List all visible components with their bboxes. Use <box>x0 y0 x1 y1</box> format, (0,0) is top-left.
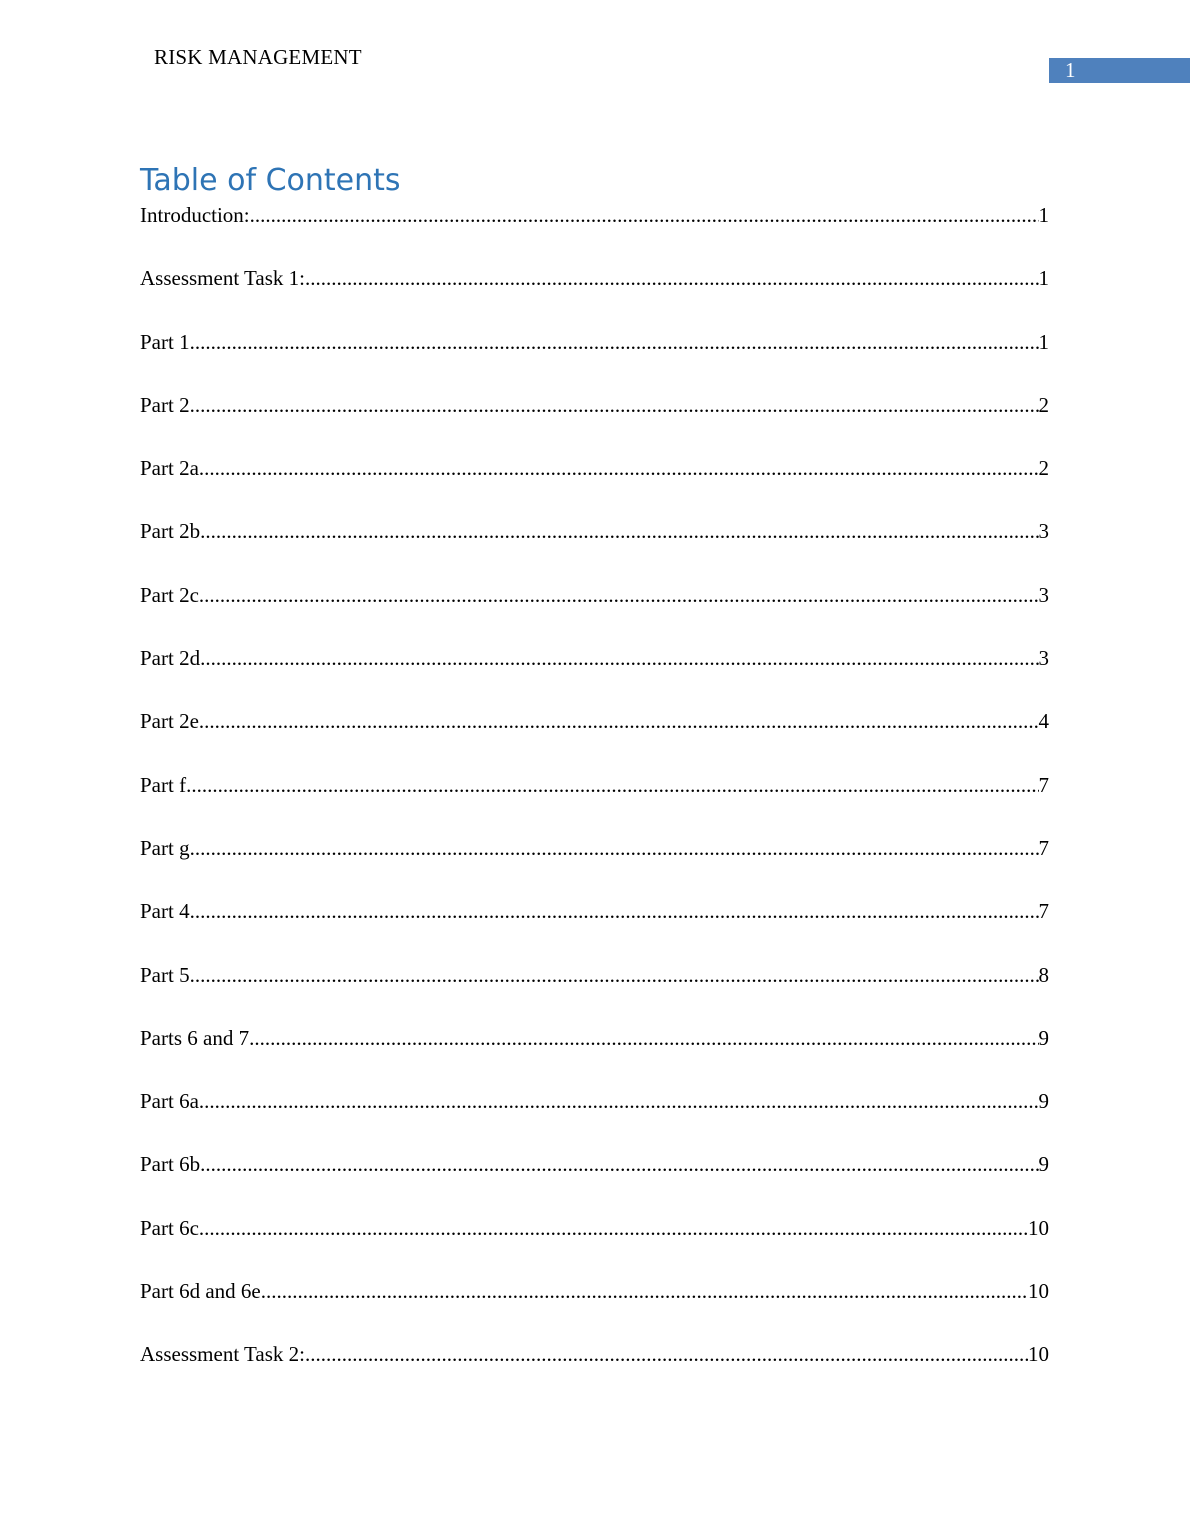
toc-entry[interactable] <box>140 330 1049 355</box>
toc-entry-label: Part 6b <box>140 1152 201 1177</box>
toc-dot-leader <box>200 1152 1038 1177</box>
toc-entry[interactable] <box>140 519 1049 544</box>
toc-dot-leader <box>190 899 1039 924</box>
toc-entry[interactable] <box>140 1089 1049 1114</box>
toc-entry-label: Part 2c <box>140 582 199 607</box>
toc-entry-page: 7 <box>1038 835 1049 860</box>
toc-dot-leader <box>199 583 1039 608</box>
toc-entry-page: 1 <box>1038 329 1049 354</box>
toc-entry-page: 9 <box>1038 1089 1049 1114</box>
toc-entry[interactable] <box>140 963 1049 988</box>
toc-entry-page: 7 <box>1038 772 1049 797</box>
toc-entry[interactable] <box>140 456 1049 481</box>
toc-entry[interactable] <box>140 1026 1049 1051</box>
toc-entry-label: Part 6a <box>140 1089 199 1114</box>
toc-entry-page: 7 <box>1038 899 1049 924</box>
toc-entry-label: Part 2b <box>140 519 201 544</box>
toc-entry-page: 1 <box>1038 203 1049 227</box>
toc-entry-page: 2 <box>1038 392 1049 417</box>
toc-list <box>140 203 1049 1406</box>
toc-entry[interactable] <box>140 709 1049 734</box>
toc-entry-page: 2 <box>1038 456 1049 481</box>
toc-dot-leader <box>190 963 1039 988</box>
toc-dot-leader <box>190 836 1039 861</box>
page-number-bar <box>1049 58 1190 83</box>
toc-entry-label: Parts 6 and 7 <box>140 1025 250 1050</box>
toc-dot-leader <box>200 646 1038 671</box>
running-header-title: RISK MANAGEMENT <box>154 45 362 69</box>
toc-dot-leader <box>261 1279 1028 1304</box>
toc-entry-label: Part 2a <box>140 456 199 481</box>
toc-entry[interactable] <box>140 203 1049 228</box>
toc-entry-label: Part 6d and 6e <box>140 1279 261 1304</box>
toc-entry-label: Assessment Task 1: <box>140 266 305 291</box>
toc-entry[interactable] <box>140 393 1049 418</box>
toc-entry-page: 3 <box>1038 646 1049 671</box>
toc-dot-leader <box>199 1216 1028 1241</box>
toc-dot-leader <box>250 203 1039 228</box>
toc-entry[interactable] <box>140 266 1049 291</box>
toc-entry-label: Part g <box>140 835 190 860</box>
toc-entry[interactable] <box>140 836 1049 861</box>
toc-entry-page: 9 <box>1038 1152 1049 1177</box>
toc-entry[interactable] <box>140 899 1049 924</box>
toc-entry[interactable] <box>140 583 1049 608</box>
toc-entry-page: 10 <box>1028 1342 1049 1367</box>
toc-entry-label: Part 4 <box>140 899 190 924</box>
toc-entry[interactable] <box>140 646 1049 671</box>
toc-entry-label: Part 2d <box>140 646 201 671</box>
page-number: 1 <box>1065 58 1076 82</box>
toc-dot-leader <box>190 330 1039 355</box>
toc-dot-leader <box>199 1089 1039 1114</box>
toc-entry-label: Part 2e <box>140 709 199 734</box>
toc-entry-page: 3 <box>1038 582 1049 607</box>
toc-entry[interactable] <box>140 1152 1049 1177</box>
toc-entry[interactable] <box>140 1342 1049 1367</box>
toc-dot-leader <box>199 456 1039 481</box>
toc-entry[interactable] <box>140 1216 1049 1241</box>
toc-entry-label: Part 1 <box>140 329 190 354</box>
toc-entry-label: Introduction: <box>140 203 250 227</box>
toc-entry-page: 10 <box>1028 1279 1049 1304</box>
toc-dot-leader <box>190 393 1039 418</box>
toc-entry-page: 8 <box>1038 962 1049 987</box>
toc-dot-leader <box>186 773 1038 798</box>
toc-entry-label: Part 5 <box>140 962 190 987</box>
toc-entry-label: Part f <box>140 772 187 797</box>
toc-dot-leader <box>305 266 1039 291</box>
toc-entry-page: 10 <box>1028 1215 1049 1240</box>
toc-entry-page: 4 <box>1038 709 1049 734</box>
toc-dot-leader <box>199 709 1039 734</box>
toc-entry-page: 1 <box>1038 266 1049 291</box>
toc-entry-label: Part 6c <box>140 1215 199 1240</box>
toc-dot-leader <box>305 1342 1028 1367</box>
toc-entry-page: 3 <box>1038 519 1049 544</box>
toc-entry-label: Assessment Task 2: <box>140 1342 305 1367</box>
toc-entry[interactable] <box>140 1279 1049 1304</box>
toc-entry-label: Part 2 <box>140 392 190 417</box>
toc-dot-leader <box>249 1026 1038 1051</box>
toc-entry-page: 9 <box>1038 1025 1049 1050</box>
toc-heading: Table of Contents <box>140 163 401 198</box>
toc-dot-leader <box>200 519 1038 544</box>
toc-entry[interactable] <box>140 773 1049 798</box>
